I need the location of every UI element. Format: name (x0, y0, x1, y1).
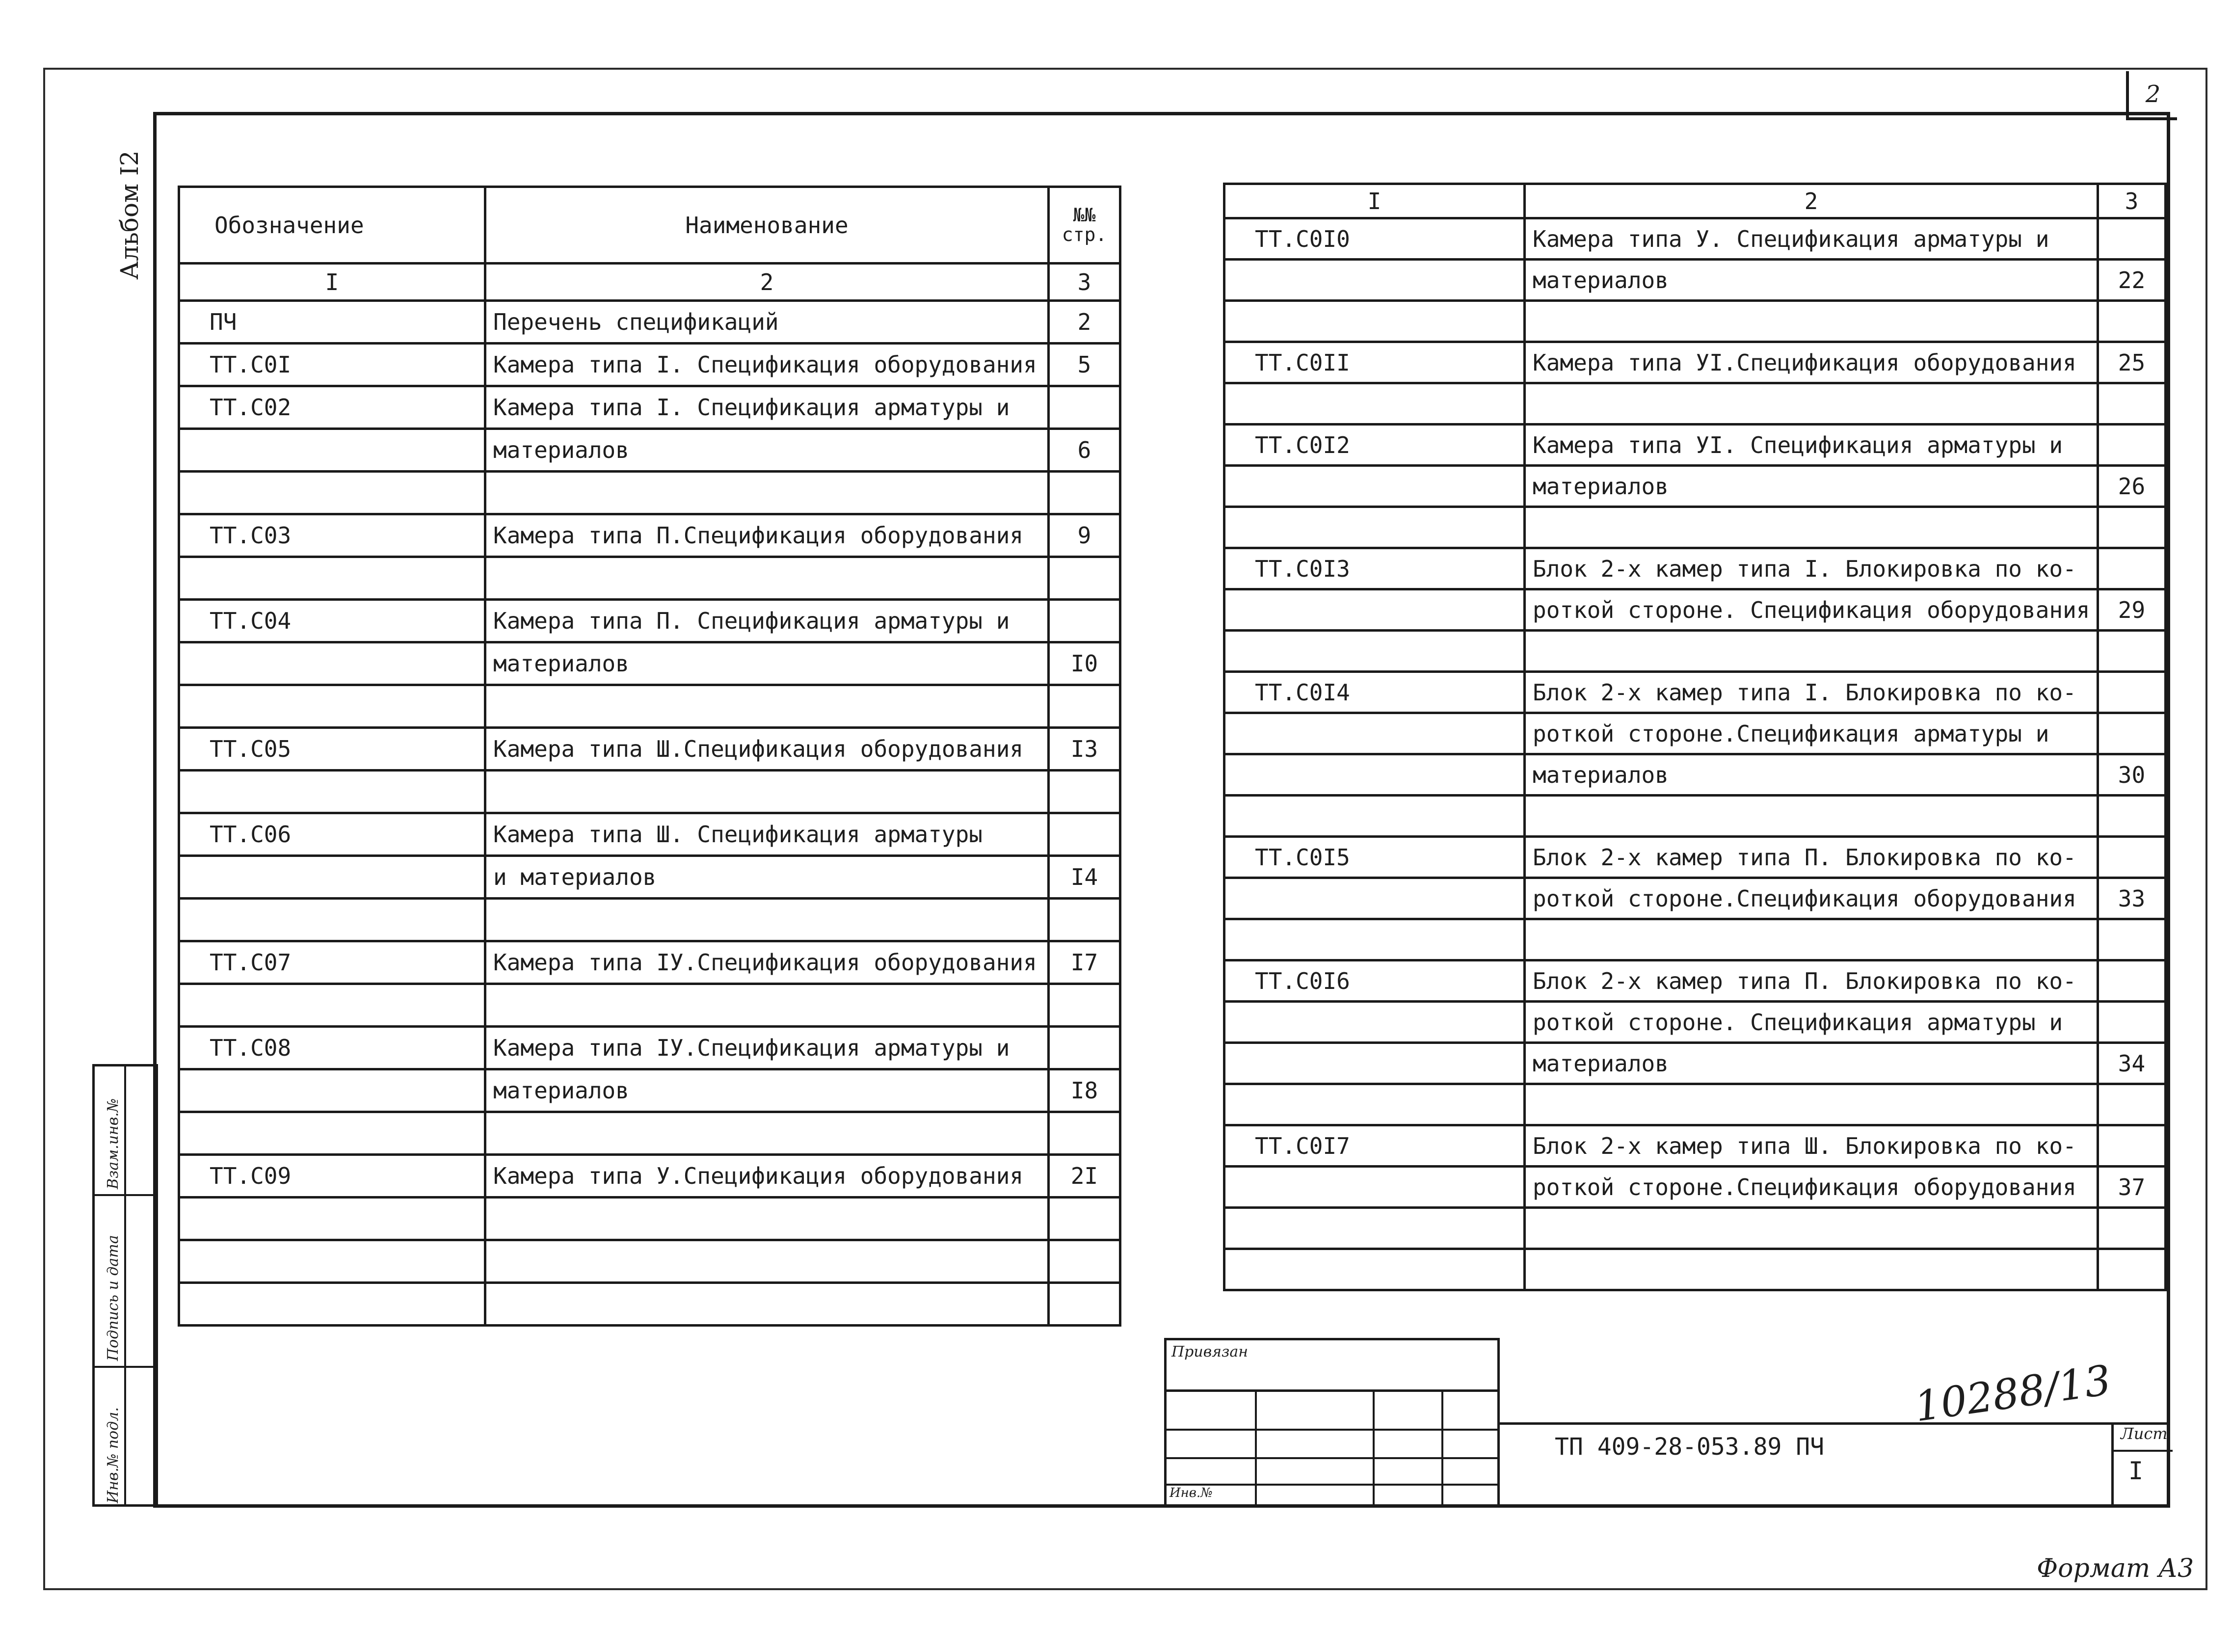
designation-cell: ТТ.С09 (179, 1155, 485, 1198)
designation-cell (1224, 796, 1525, 837)
name-cell: Камера типа П.Спецификация оборудования (485, 514, 1049, 557)
designation-cell: ТТ.С0I4 (1224, 672, 1525, 713)
page-cell: I0 (1049, 642, 1120, 685)
name-cell: Камера типа УI.Спецификация оборудования (1525, 342, 2098, 383)
designation-cell (1224, 1249, 1525, 1290)
page-cell (1049, 1112, 1120, 1155)
table-row (179, 557, 1120, 600)
column-number-2: 2 (485, 264, 1049, 301)
table-row (179, 1155, 1120, 1198)
designation-cell: ТТ.С0I2 (1224, 425, 1525, 466)
page-cell: 6 (1049, 429, 1120, 472)
name-cell: материалов (1525, 754, 2098, 796)
handwritten-number: 10288/13 (1912, 1356, 2114, 1431)
page-cell (1049, 685, 1120, 728)
designation-cell: ТТ.С05 (179, 728, 485, 771)
page-cell (2098, 796, 2166, 837)
name-cell (485, 1283, 1049, 1326)
designation-cell (179, 557, 485, 600)
table-row (179, 941, 1120, 984)
page-cell (1049, 813, 1120, 856)
right-spec-table (1223, 183, 2167, 1291)
table-row (1224, 713, 2166, 754)
page-cell: 22 (2098, 260, 2166, 301)
table-row (1224, 1002, 2166, 1043)
page-cell (2098, 218, 2166, 260)
document-code: ТП 409-28-053.89 ПЧ (1555, 1433, 1825, 1461)
name-cell: материалов (485, 642, 1049, 685)
page-cell (2098, 713, 2166, 754)
title-block-line (1500, 1422, 2170, 1425)
name-cell: роткой стороне. Спецификация оборудования (1525, 589, 2098, 631)
table-row (1224, 878, 2166, 919)
table-row (179, 1283, 1120, 1326)
table-row (1224, 425, 2166, 466)
table-row (179, 600, 1120, 642)
table-row (1224, 218, 2166, 260)
header-name: Наименование (485, 187, 1049, 264)
table-row (1224, 960, 2166, 1002)
designation-cell: ТТ.С0I0 (1224, 218, 1525, 260)
designation-cell: ТТ.С0I6 (1224, 960, 1525, 1002)
sheet-number-top: 2 (2126, 71, 2177, 120)
page-cell: 5 (1049, 344, 1120, 386)
name-cell: Камера типа IУ.Спецификация оборудования (485, 941, 1049, 984)
name-cell (1525, 507, 2098, 548)
format-label: Формат А3 (2037, 1554, 2194, 1583)
table-row (1224, 1125, 2166, 1167)
designation-cell: ТТ.С0I7 (1224, 1125, 1525, 1167)
name-cell (1525, 919, 2098, 960)
page-cell: 25 (2098, 342, 2166, 383)
designation-cell (1224, 878, 1525, 919)
column-number-1: I (179, 264, 485, 301)
column-number-2: 2 (1525, 184, 2098, 218)
page-cell (1049, 899, 1120, 941)
page-cell (1049, 600, 1120, 642)
table-row (179, 642, 1120, 685)
page-cell: 2I (1049, 1155, 1120, 1198)
page-cell (1049, 771, 1120, 813)
table-row (1224, 919, 2166, 960)
table-row (1224, 507, 2166, 548)
name-cell: Блок 2-х камер типа П. Блокировка по ко- (1525, 960, 2098, 1002)
designation-cell (179, 685, 485, 728)
designation-cell (1224, 754, 1525, 796)
header-designation: Обозначение (179, 187, 485, 264)
name-cell (485, 1198, 1049, 1240)
table-row (1224, 1167, 2166, 1208)
designation-cell (179, 429, 485, 472)
page-cell (1049, 386, 1120, 429)
table-row (179, 728, 1120, 771)
page-cell (2098, 548, 2166, 589)
designation-cell (1224, 1208, 1525, 1249)
name-cell: Камера типа I. Спецификация арматуры и (485, 386, 1049, 429)
header-page: №№ стр. (1049, 187, 1120, 264)
album-label: Альбом I2 (115, 150, 144, 280)
page-cell (1049, 984, 1120, 1027)
page-cell (1049, 1283, 1120, 1326)
table-row (179, 984, 1120, 1027)
page-cell (2098, 1208, 2166, 1249)
name-cell: роткой стороне.Спецификация оборудования (1525, 878, 2098, 919)
designation-cell: ТТ.С02 (179, 386, 485, 429)
name-cell (1525, 1208, 2098, 1249)
table-row (179, 813, 1120, 856)
inv-no-label: Инв.№ (1169, 1486, 1213, 1500)
name-cell: Камера типа У. Спецификация арматуры и (1525, 218, 2098, 260)
name-cell: Блок 2-х камер типа П. Блокировка по ко- (1525, 837, 2098, 878)
name-cell: роткой стороне.Спецификация оборудования (1525, 1167, 2098, 1208)
page-cell: 30 (2098, 754, 2166, 796)
name-cell: материалов (485, 1069, 1049, 1112)
name-cell: Блок 2-х камер типа I. Блокировка по ко- (1525, 672, 2098, 713)
name-cell: Камера типа Ш.Спецификация оборудования (485, 728, 1049, 771)
sheet-box (2111, 1422, 2173, 1508)
table-row (1224, 1084, 2166, 1125)
page-cell: 33 (2098, 878, 2166, 919)
name-cell: Перечень спецификаций (485, 301, 1049, 344)
table-row (1224, 837, 2166, 878)
table-row (179, 1198, 1120, 1240)
designation-cell (1224, 507, 1525, 548)
inv-orig-label: Инв.№ подл. (105, 1407, 122, 1503)
table-row (1224, 548, 2166, 589)
table-row (179, 514, 1120, 557)
name-cell (1525, 301, 2098, 342)
designation-cell: ТТ.С06 (179, 813, 485, 856)
name-cell: и материалов (485, 856, 1049, 899)
designation-cell (1224, 1167, 1525, 1208)
name-cell (485, 557, 1049, 600)
table-row (1224, 672, 2166, 713)
name-cell: Блок 2-х камер типа Ш. Блокировка по ко- (1525, 1125, 2098, 1167)
designation-cell (179, 1069, 485, 1112)
name-cell (1525, 1084, 2098, 1125)
table-row (179, 771, 1120, 813)
page-cell (1049, 1240, 1120, 1283)
name-cell (485, 1112, 1049, 1155)
table-row (1224, 1043, 2166, 1084)
column-number-3: 3 (2098, 184, 2166, 218)
designation-cell (1224, 631, 1525, 672)
name-cell: Камера типа I. Спецификация оборудования (485, 344, 1049, 386)
page-cell (1049, 1027, 1120, 1069)
designation-cell: ТТ.С04 (179, 600, 485, 642)
page-cell: I3 (1049, 728, 1120, 771)
name-cell: Камера типа Ш. Спецификация арматуры (485, 813, 1049, 856)
designation-cell (1224, 466, 1525, 507)
page-cell (2098, 1249, 2166, 1290)
page-cell (2098, 672, 2166, 713)
page-cell (2098, 919, 2166, 960)
column-number-1: I (1224, 184, 1525, 218)
page-cell: 37 (2098, 1167, 2166, 1208)
table-row (179, 344, 1120, 386)
page-cell (2098, 1084, 2166, 1125)
table-row (1224, 342, 2166, 383)
table-row (1224, 260, 2166, 301)
column-number-3: 3 (1049, 264, 1120, 301)
table-row (179, 1112, 1120, 1155)
page-cell: 2 (1049, 301, 1120, 344)
page-cell: 9 (1049, 514, 1120, 557)
table-row (179, 856, 1120, 899)
designation-cell: ТТ.С07 (179, 941, 485, 984)
designation-cell (179, 1198, 485, 1240)
table-row (179, 1240, 1120, 1283)
sheet-label: Лист (2121, 1424, 2168, 1443)
table-row (179, 1069, 1120, 1112)
designation-cell (179, 984, 485, 1027)
designation-cell (1224, 1084, 1525, 1125)
page-cell: 29 (2098, 589, 2166, 631)
side-stamp-strip (92, 1064, 158, 1507)
name-cell (1525, 383, 2098, 425)
name-cell: роткой стороне.Спецификация арматуры и (1525, 713, 2098, 754)
table-row (1224, 383, 2166, 425)
designation-cell (179, 1283, 485, 1326)
page-cell (1049, 472, 1120, 514)
page-cell: I7 (1049, 941, 1120, 984)
name-cell (485, 685, 1049, 728)
table-row (1224, 754, 2166, 796)
name-cell: Камера типа УI. Спецификация арматуры и (1525, 425, 2098, 466)
page-cell (2098, 1125, 2166, 1167)
table-row (179, 472, 1120, 514)
name-cell (485, 472, 1049, 514)
table-row (179, 899, 1120, 941)
left-spec-table (178, 186, 1121, 1327)
name-cell (485, 771, 1049, 813)
page-cell (2098, 960, 2166, 1002)
page-cell: I4 (1049, 856, 1120, 899)
linking-stamp (1164, 1338, 1500, 1508)
designation-cell (1224, 260, 1525, 301)
designation-cell (1224, 383, 1525, 425)
designation-cell: ТТ.С0II (1224, 342, 1525, 383)
designation-cell (179, 771, 485, 813)
designation-cell: ТТ.С0I3 (1224, 548, 1525, 589)
page-cell (1049, 1198, 1120, 1240)
table-row (1224, 466, 2166, 507)
page-cell (2098, 631, 2166, 672)
name-cell: роткой стороне. Спецификация арматуры и (1525, 1002, 2098, 1043)
table-row (179, 386, 1120, 429)
name-cell (1525, 631, 2098, 672)
table-row (1224, 1208, 2166, 1249)
name-cell (1525, 1249, 2098, 1290)
designation-cell (1224, 589, 1525, 631)
name-cell (1525, 796, 2098, 837)
replace-inv-label: Взам.инв.№ (105, 1098, 122, 1189)
name-cell: Камера типа IУ.Спецификация арматуры и (485, 1027, 1049, 1069)
designation-cell: ТТ.С0I (179, 344, 485, 386)
designation-cell: ТТ.С08 (179, 1027, 485, 1069)
table-row (1224, 796, 2166, 837)
page-cell (1049, 557, 1120, 600)
table-row (179, 685, 1120, 728)
page-cell (2098, 425, 2166, 466)
designation-cell: ТТ.С0I5 (1224, 837, 1525, 878)
table-row (179, 1027, 1120, 1069)
name-cell: Камера типа П. Спецификация арматуры и (485, 600, 1049, 642)
page-cell (2098, 507, 2166, 548)
designation-cell (179, 472, 485, 514)
table-row (1224, 301, 2166, 342)
designation-cell (1224, 301, 1525, 342)
table-row (1224, 631, 2166, 672)
designation-cell: ТТ.С03 (179, 514, 485, 557)
page-cell (2098, 1002, 2166, 1043)
signature-date-label: Подпись и дата (105, 1235, 122, 1361)
table-row (1224, 1249, 2166, 1290)
page-cell: 26 (2098, 466, 2166, 507)
linked-label: Привязан (1171, 1343, 1249, 1360)
table-row (179, 301, 1120, 344)
designation-cell (1224, 1043, 1525, 1084)
name-cell: материалов (485, 429, 1049, 472)
designation-cell (1224, 713, 1525, 754)
name-cell (485, 899, 1049, 941)
designation-cell (1224, 1002, 1525, 1043)
page-cell: 34 (2098, 1043, 2166, 1084)
designation-cell (179, 856, 485, 899)
designation-cell: ПЧ (179, 301, 485, 344)
designation-cell (179, 1240, 485, 1283)
name-cell (485, 984, 1049, 1027)
sheet-value: I (2128, 1457, 2144, 1485)
name-cell: Блок 2-х камер типа I. Блокировка по ко- (1525, 548, 2098, 589)
page-cell (2098, 383, 2166, 425)
page-cell (2098, 837, 2166, 878)
designation-cell (179, 1112, 485, 1155)
name-cell: Камера типа У.Спецификация оборудования (485, 1155, 1049, 1198)
designation-cell (1224, 919, 1525, 960)
designation-cell (179, 899, 485, 941)
table-row (179, 429, 1120, 472)
name-cell: материалов (1525, 1043, 2098, 1084)
name-cell: материалов (1525, 466, 2098, 507)
page-cell: I8 (1049, 1069, 1120, 1112)
table-row (1224, 589, 2166, 631)
name-cell (485, 1240, 1049, 1283)
designation-cell (179, 642, 485, 685)
page-cell (2098, 301, 2166, 342)
name-cell: материалов (1525, 260, 2098, 301)
